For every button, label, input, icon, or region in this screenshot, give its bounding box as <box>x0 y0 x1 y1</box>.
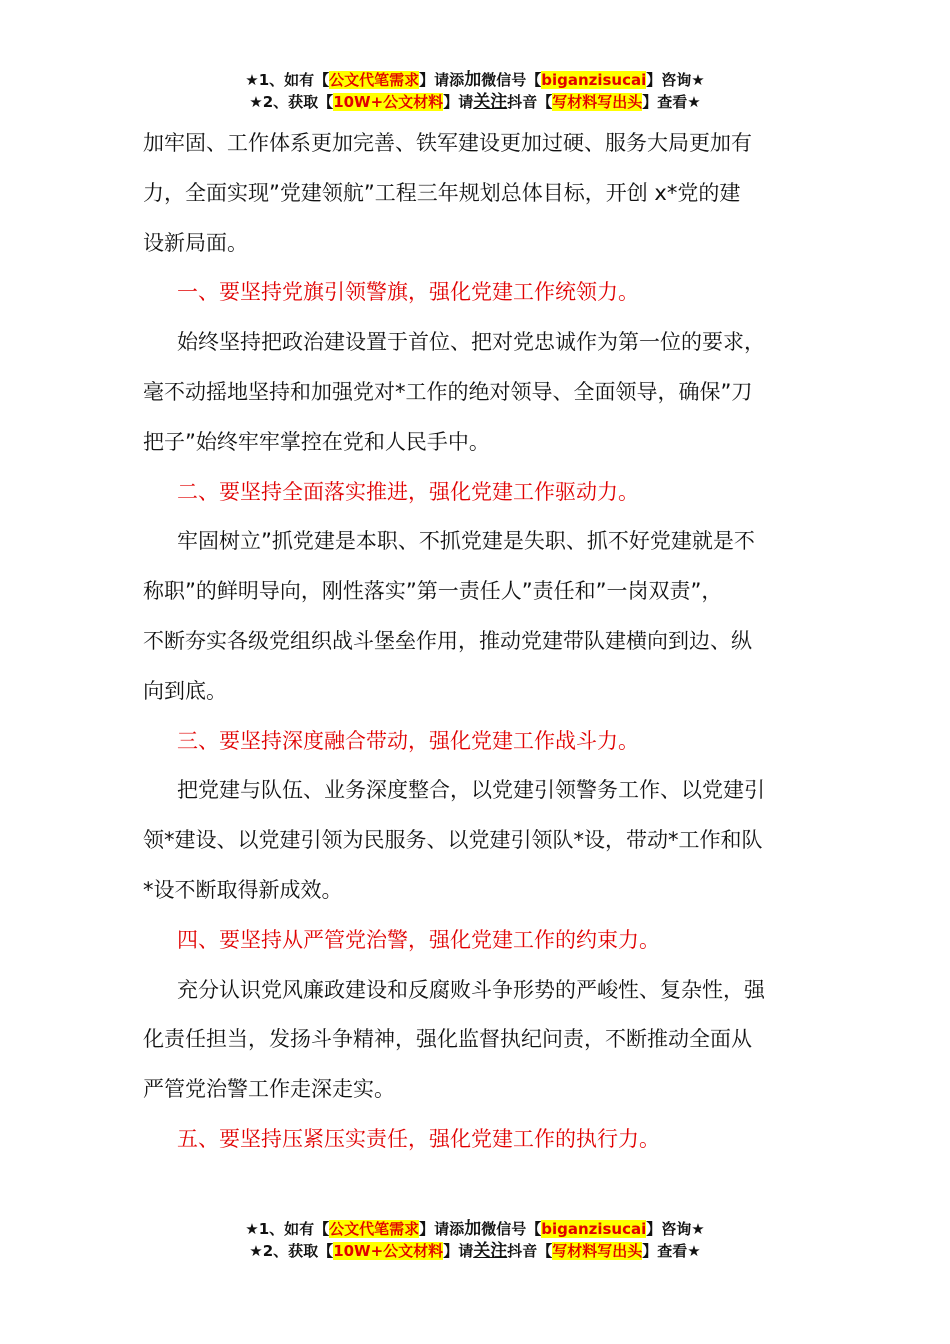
body-line: 向到底。 <box>143 678 227 703</box>
footer-banner <box>0 1218 950 1262</box>
banner-text: 微信号【 <box>481 71 542 89</box>
section-heading: 五、要坚持压紧压实责任，强化党建工作的执行力。 <box>177 1126 660 1151</box>
banner-text: 加 <box>464 70 482 90</box>
body-line: *设不断取得新成效。 <box>143 877 343 902</box>
body-line: 不断夯实各级党组织战斗堡垒作用，推动党建带队建横向到边、纵 <box>143 628 752 653</box>
banner-line-2 <box>0 1240 950 1262</box>
banner-text: ★1、如有【 <box>245 71 330 89</box>
banner-highlight-materials: 10W+公文材料 <box>333 93 444 111</box>
body-line: 称职”的鲜明导向，刚性落实”第一责任人”责任和”一岗双责”， <box>143 579 723 604</box>
banner-line-1 <box>0 1218 950 1240</box>
banner-text: 】请 <box>443 93 474 111</box>
banner-text: 】请添 <box>419 71 465 89</box>
banner-highlight-materials: 10W+公文材料 <box>333 1242 444 1260</box>
body-line: 设新局面。 <box>143 230 248 255</box>
banner-text: ★2、获取【 <box>249 1242 334 1260</box>
body-line: 领*建设、以党建引领为民服务、以党建引领队*设，带动*工作和队 <box>143 828 763 853</box>
body-line: 力，全面实现”党建领航”工程三年规划总体目标，开创 x*党的建 <box>143 180 741 205</box>
body-line: 牢固树立”抓党建是本职、不抓党建是失职、抓不好党建就是不 <box>177 529 755 554</box>
banner-text: 抖音【 <box>507 93 553 111</box>
banner-text: 】查看★ <box>642 93 701 111</box>
document-body <box>143 119 823 1165</box>
banner-highlight-wechat: biganzisucai <box>541 71 647 89</box>
banner-line-2 <box>0 91 950 113</box>
body-line: 严管党治警工作走深走实。 <box>143 1077 395 1102</box>
body-line: 化责任担当，发扬斗争精神，强化监督执纪问责，不断推动全面从 <box>143 1027 752 1052</box>
body-line: 始终坚持把政治建设置于首位、把对党忠诚作为第一位的要求， <box>177 330 765 355</box>
banner-highlight-wechat: biganzisucai <box>541 1220 647 1238</box>
banner-text: 微信号【 <box>481 1220 542 1238</box>
banner-highlight-douyin: 写材料写出头 <box>552 93 643 111</box>
header-banner <box>0 69 950 113</box>
banner-text: ★2、获取【 <box>249 93 334 111</box>
banner-text: ★1、如有【 <box>245 1220 330 1238</box>
banner-text: 】请添 <box>419 1220 465 1238</box>
body-line: 把子”始终牢牢掌控在党和人民手中。 <box>143 429 490 454</box>
section-heading: 四、要坚持从严管党治警，强化党建工作的约束力。 <box>177 927 660 952</box>
body-line: 毫不动摇地坚持和加强党对*工作的绝对领导、全面领导，确保”刀 <box>143 379 753 404</box>
banner-line-1 <box>0 69 950 91</box>
banner-highlight-service: 公文代笔需求 <box>329 71 420 89</box>
banner-text: 加 <box>464 1219 482 1239</box>
banner-text: 】咨询★ <box>646 71 705 89</box>
banner-text: 】请 <box>443 1242 474 1260</box>
body-line: 加牢固、工作体系更加完善、铁军建设更加过硬、服务大局更加有 <box>143 131 752 155</box>
banner-highlight-service: 公文代笔需求 <box>329 1220 420 1238</box>
banner-text: 抖音【 <box>507 1242 553 1260</box>
body-line: 把党建与队伍、业务深度整合，以党建引领警务工作、以党建引 <box>177 778 765 803</box>
section-heading: 三、要坚持深度融合带动，强化党建工作战斗力。 <box>177 728 639 753</box>
banner-text: 】查看★ <box>642 1242 701 1260</box>
section-heading: 二、要坚持全面落实推进，强化党建工作驱动力。 <box>177 479 639 504</box>
banner-text: 】咨询★ <box>646 1220 705 1238</box>
banner-text: 关注 <box>473 1241 508 1261</box>
banner-highlight-douyin: 写材料写出头 <box>552 1242 643 1260</box>
section-heading: 一、要坚持党旗引领警旗，强化党建工作统领力。 <box>177 280 639 305</box>
banner-text: 关注 <box>473 92 508 112</box>
body-line: 充分认识党风廉政建设和反腐败斗争形势的严峻性、复杂性，强 <box>177 977 765 1002</box>
